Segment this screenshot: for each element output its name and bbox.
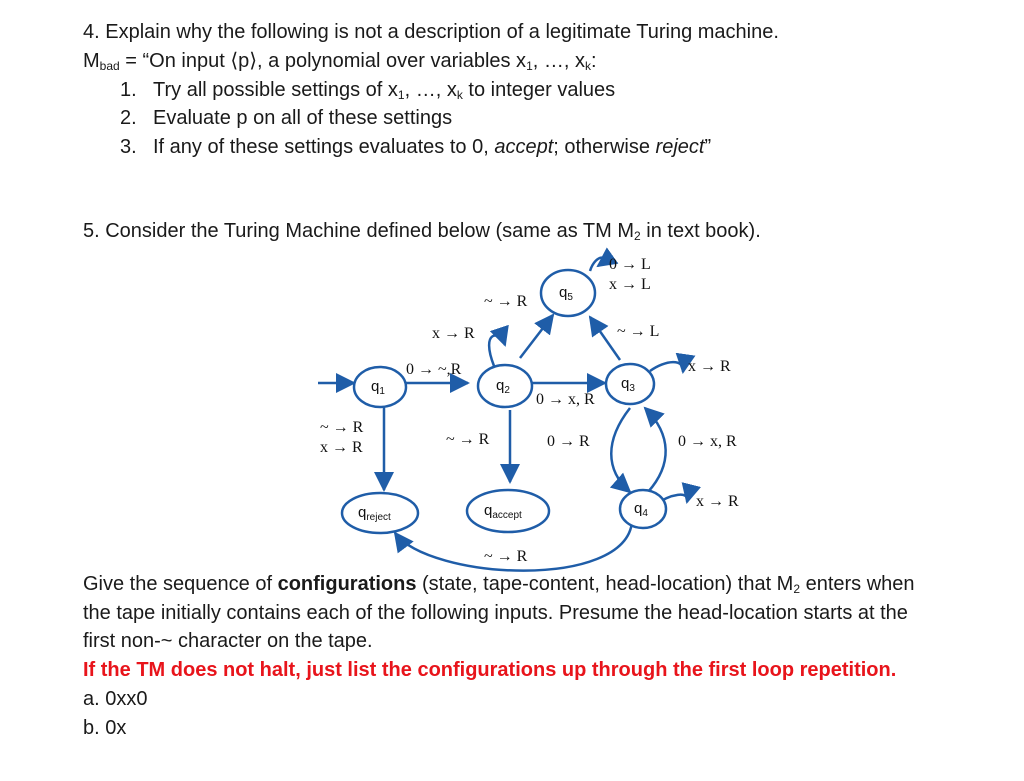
step-1-number: 1. [120, 79, 137, 101]
label-q4: q4 [634, 500, 648, 519]
input-b: b. 0x [83, 717, 127, 739]
edge-q2-q5 [520, 315, 553, 358]
step-3-text-c: ” [704, 136, 712, 158]
tlabel-q1-reject-2: x → R [320, 439, 363, 456]
mbad-sub-k: k [584, 59, 591, 73]
q5-title-b: in text book). [640, 220, 761, 242]
label-q5: q5 [559, 284, 573, 303]
step-1-text-b: , …, x [404, 79, 457, 101]
q5-intro-sub: 2 [793, 582, 801, 596]
step-1-text-c: to integer values [462, 79, 616, 101]
tlabel-q5-q2: ~ → R [484, 293, 528, 310]
label-q3: q3 [621, 375, 635, 394]
step-2-text: Evaluate p on all of these settings [153, 107, 453, 129]
edge-q4-q3 [645, 408, 666, 492]
q5-intro-b: (state, tape-content, head-location) that M [416, 573, 794, 595]
q5-intro-c: enters when [800, 573, 915, 595]
step-3-text-a: If any of these settings evaluates to 0, [153, 136, 495, 158]
tlabel-q5-loop-2: x → L [609, 276, 651, 293]
step-3-reject: reject [655, 136, 705, 158]
mbad-sub-1: 1 [526, 59, 533, 73]
tlabel-q2-loop: x → R [432, 325, 475, 342]
edge-q3-q5 [590, 317, 620, 360]
mbad-sub: bad [99, 59, 120, 73]
q5-intro-bold: configurations [277, 573, 417, 595]
q5-intro-line-1 [83, 572, 915, 596]
step-1-sub-k: k [456, 88, 463, 102]
tlabel-q3-loop: x → R [688, 358, 731, 375]
q5-title-a: 5. Consider the Turing Machine defined below (same as TM M [83, 220, 635, 242]
step-3-number: 3. [120, 136, 137, 158]
mbad-text-b: , …, x [532, 50, 585, 72]
step-2-number: 2. [120, 107, 137, 129]
loop-q5 [590, 258, 604, 271]
tlabel-q1-q2: 0 → ~,R [406, 361, 462, 378]
loop-q2 [489, 336, 505, 366]
mbad-text-a: = “On input ⟨p⟩, a polynomial over variables x [119, 50, 527, 72]
tlabel-q5-loop-1: 0 → L [609, 256, 651, 273]
q5-warning: If the TM does not halt, just list the configurations up through the first loop repetition. [83, 659, 897, 681]
q4-title: 4. Explain why the following is not a description of a legitimate Turing machine. [83, 21, 779, 43]
label-qaccept: qaccept [484, 502, 522, 521]
tlabel-q2-accept: ~ → R [446, 431, 490, 448]
q5-intro-a: Give the sequence of [83, 573, 278, 595]
tlabel-q1-reject-1: ~ → R [320, 419, 364, 436]
loop-q3 [650, 362, 683, 372]
step-1-sub-1: 1 [397, 88, 405, 102]
tlabel-q2-q3: 0 → x, R [536, 391, 595, 408]
q5-intro-line-3: first non-~ character on the tape. [83, 630, 373, 652]
label-q2: q2 [496, 377, 510, 396]
step-1-text-a: Try all possible settings of x [153, 79, 398, 101]
mbad-m: M [83, 50, 100, 72]
tlabel-q4-reject: ~ → R [484, 548, 528, 565]
label-q1: q1 [371, 378, 385, 397]
input-a: a. 0xx0 [83, 688, 148, 710]
edge-q3-q4 [611, 408, 630, 492]
step-3-text-b: ; otherwise [553, 136, 656, 158]
q5-title-sub: 2 [634, 229, 641, 243]
label-qreject: qreject [358, 504, 391, 523]
tlabel-q4-q3: 0 → x, R [678, 433, 737, 450]
tlabel-q3-q4: 0 → R [547, 433, 590, 450]
q5-intro-line-2: the tape initially contains each of the following inputs. Presume the head-location starts at the [83, 602, 908, 624]
tlabel-q4-loop: x → R [696, 493, 739, 510]
mbad-text-c: : [590, 50, 597, 72]
tlabel-q3-q5: ~ → L [617, 323, 660, 340]
step-3-accept: accept [494, 136, 554, 158]
